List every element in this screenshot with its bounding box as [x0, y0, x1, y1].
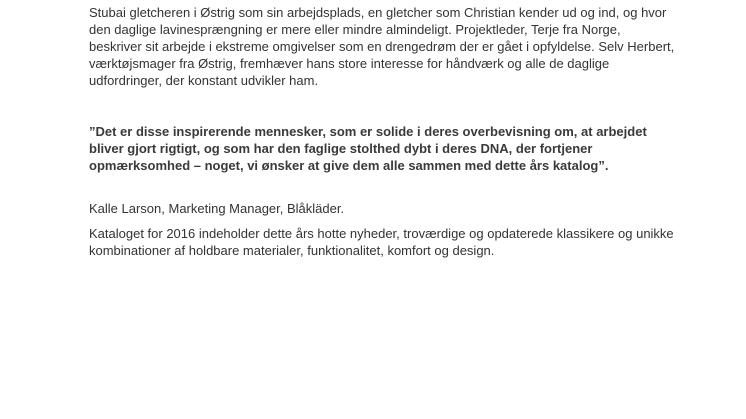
quote-attribution: Kalle Larson, Marketing Manager, Blåkläder. — [89, 201, 345, 216]
closing-line: kombinationer af holdbare materialer, funktionalitet, komfort og design. — [89, 243, 495, 258]
intro-line: beskriver sit arbejde i ekstreme omgivelser som en drengedrøm der er gået i opfyldelse. Selv Herbert, — [89, 39, 675, 54]
quote-paragraph — [89, 123, 647, 174]
intro-line: den daglige lavinesprængning er mere eller mindre almindeligt. Projektleder, Terje fra Norge, — [89, 22, 621, 37]
quote-line: opmærksomhed – noget, vi ønsker at give dem alle sammen med dette års katalog”. — [89, 158, 609, 173]
intro-line: Stubai gletcheren i Østrig som sin arbejdsplads, en gletcher som Christian kender ud og ind, og hvor — [89, 5, 667, 20]
intro-paragraph — [89, 4, 674, 89]
intro-line: værktøjsmager fra Østrig, fremhæver hans store interesse for håndværk og alle de daglige — [89, 56, 610, 71]
closing-paragraph — [89, 225, 674, 259]
closing-line: Kataloget for 2016 indeholder dette års hotte nyheder, troværdige og opdaterede klassikere og unikke — [89, 226, 674, 241]
intro-line: udfordringer, der konstant udvikler ham. — [89, 73, 319, 88]
quote-line: ”Det er disse inspirerende mennesker, som er solide i deres overbevisning om, at arbejdet — [89, 124, 647, 139]
quote-line: bliver gjort rigtigt, og som har den faglige stolthed dybt i deres DNA, der fortjener — [89, 141, 593, 156]
